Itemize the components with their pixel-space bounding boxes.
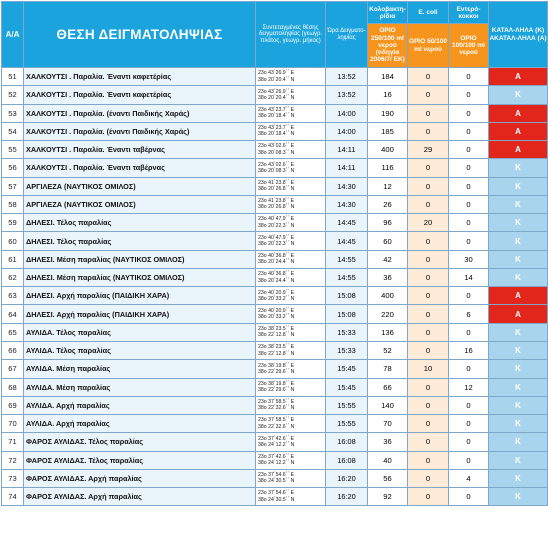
sampling-time: 15:08 xyxy=(326,305,368,323)
coliforms-value: 140 xyxy=(368,396,408,414)
coliforms-value: 190 xyxy=(368,104,408,122)
table-row xyxy=(2,323,548,341)
latitude-longitude-line: 38ο 24΄12.2΄΄ Ν xyxy=(258,441,295,448)
sampling-location: ΔΗΛΕΣΙ. Τέλος παραλίας xyxy=(24,214,256,232)
table-row xyxy=(2,177,548,195)
sampling-time: 15:55 xyxy=(326,415,368,433)
table-row xyxy=(2,214,548,232)
row-number: 65 xyxy=(2,323,24,341)
row-number: 54 xyxy=(2,122,24,140)
sampling-time: 15:55 xyxy=(326,396,368,414)
latitude-longitude-line: 23ο 37΄54.6΄΄ Ε xyxy=(258,472,295,479)
verdict-badge: Κ xyxy=(489,415,548,433)
enterococci-value: 0 xyxy=(449,451,489,469)
verdict-badge: Κ xyxy=(489,378,548,396)
latitude-longitude-line: 23ο 40΄20.9΄΄ Ε xyxy=(258,307,295,314)
latitude-longitude-line: 38ο 24΄30.5΄΄ Ν xyxy=(258,478,295,485)
sampling-location: ΑΥΛΙΔΑ. Αρχή παραλίας xyxy=(24,396,256,414)
enterococci-value: 0 xyxy=(449,488,489,506)
coordinates xyxy=(256,287,326,305)
sampling-location: ΧΑΛΚΟΥΤΣΙ . Παραλία. Έναντι ταβέρνας xyxy=(24,141,256,159)
coordinates xyxy=(256,141,326,159)
sampling-time: 15:45 xyxy=(326,360,368,378)
coordinates xyxy=(256,323,326,341)
sampling-location: ΑΡΓΙΛΕΖΑ (ΝΑΥΤΙΚΟΣ ΟΜΙΛΟΣ) xyxy=(24,195,256,213)
enterococci-value: 12 xyxy=(449,378,489,396)
verdict-badge: Α xyxy=(489,287,548,305)
enterococci-value: 4 xyxy=(449,469,489,487)
header-ecoli-limit: ΟΡΙΟ 50/100 ml νερού xyxy=(408,24,449,68)
row-number: 53 xyxy=(2,104,24,122)
sampling-location: ΑΡΓΙΛΕΖΑ (ΝΑΥΤΙΚΟΣ ΟΜΙΛΟΣ) xyxy=(24,177,256,195)
latitude-longitude-line: 38ο 22΄12.8΄΄ Ν xyxy=(258,350,295,357)
sampling-time: 16:20 xyxy=(326,488,368,506)
row-number: 63 xyxy=(2,287,24,305)
coordinates xyxy=(256,268,326,286)
coordinates xyxy=(256,214,326,232)
coliforms-value: 42 xyxy=(368,250,408,268)
row-number: 70 xyxy=(2,415,24,433)
sampling-location: ΑΥΛΙΔΑ. Τέλος παραλίας xyxy=(24,323,256,341)
latitude-longitude-line: 23ο 40΄20.9΄΄ Ε xyxy=(258,289,295,296)
enterococci-value: 30 xyxy=(449,250,489,268)
enterococci-value: 0 xyxy=(449,86,489,104)
latitude-longitude-line: 23ο 43΄23.7΄΄ Ε xyxy=(258,125,295,132)
row-number: 59 xyxy=(2,214,24,232)
row-number: 69 xyxy=(2,396,24,414)
latitude-longitude-line: 23ο 41΄23.8΄΄ Ε xyxy=(258,179,295,186)
verdict-badge: Κ xyxy=(489,195,548,213)
latitude-longitude-line: 23ο 40΄36.8΄΄ Ε xyxy=(258,252,295,259)
latitude-longitude-line: 23ο 37΄54.6΄΄ Ε xyxy=(258,490,295,497)
sampling-time: 15:33 xyxy=(326,323,368,341)
latitude-longitude-line: 23ο 43΄02.6΄΄ Ε xyxy=(258,161,295,168)
latitude-longitude-line: 38ο 20΄22.3΄΄ Ν xyxy=(258,222,295,229)
table-row xyxy=(2,415,548,433)
coliforms-value: 116 xyxy=(368,159,408,177)
latitude-longitude-line: 38ο 20΄33.2΄΄ Ν xyxy=(258,295,295,302)
sampling-location: ΧΑΛΚΟΥΤΣΙ . Παραλία. Έναντι καφετέρίας xyxy=(24,86,256,104)
sampling-time: 15:08 xyxy=(326,287,368,305)
row-number: 67 xyxy=(2,360,24,378)
table-row xyxy=(2,68,548,86)
latitude-longitude-line: 38ο 20΄22.3΄΄ Ν xyxy=(258,241,295,248)
enterococci-value: 0 xyxy=(449,68,489,86)
sampling-location: ΦΑΡΟΣ ΑΥΛΙΔΑΣ. Αρχή παραλίας xyxy=(24,469,256,487)
coordinates xyxy=(256,177,326,195)
row-number: 58 xyxy=(2,195,24,213)
table-row xyxy=(2,159,548,177)
latitude-longitude-line: 23ο 37΄42.6΄΄ Ε xyxy=(258,453,295,460)
ecoli-value: 0 xyxy=(408,341,449,359)
coliforms-value: 400 xyxy=(368,287,408,305)
latitude-longitude-line: 23ο 40΄47.9΄΄ Ε xyxy=(258,234,295,241)
header-ecoli: E. coli xyxy=(408,2,449,24)
latitude-longitude-line: 38ο 20΄24.4΄΄ Ν xyxy=(258,259,295,266)
coordinates xyxy=(256,195,326,213)
sampling-time: 16:20 xyxy=(326,469,368,487)
latitude-longitude-line: 23ο 38΄23.5΄΄ Ε xyxy=(258,344,295,351)
header-verdict: ΚΑΤΑΛ-ΛΗΛΑ (Κ) ΑΚΑΤΑΛ-ΛΗΛΑ (Α) xyxy=(489,2,548,68)
latitude-longitude-line: 23ο 43΄23.7΄΄ Ε xyxy=(258,106,295,113)
verdict-badge: Α xyxy=(489,68,548,86)
enterococci-value: 0 xyxy=(449,177,489,195)
latitude-longitude-line: 38ο 20΄26.8΄΄ Ν xyxy=(258,186,295,193)
ecoli-value: 0 xyxy=(408,195,449,213)
header-coliforms: Κολοβακτη-ρίδια xyxy=(368,2,408,24)
table-row xyxy=(2,250,548,268)
row-number: 74 xyxy=(2,488,24,506)
ecoli-value: 0 xyxy=(408,396,449,414)
coliforms-value: 78 xyxy=(368,360,408,378)
latitude-longitude-line: 38ο 20΄20.4΄΄ Ν xyxy=(258,94,295,101)
sampling-time: 15:45 xyxy=(326,378,368,396)
verdict-badge: Α xyxy=(489,305,548,323)
enterococci-value: 0 xyxy=(449,159,489,177)
sampling-time: 16:08 xyxy=(326,433,368,451)
latitude-longitude-line: 23ο 38΄19.8΄΄ Ε xyxy=(258,362,295,369)
row-number: 68 xyxy=(2,378,24,396)
latitude-longitude-line: 23ο 37΄58.5΄΄ Ε xyxy=(258,399,295,406)
table-row xyxy=(2,268,548,286)
coliforms-value: 52 xyxy=(368,341,408,359)
sampling-time: 13:52 xyxy=(326,86,368,104)
enterococci-value: 0 xyxy=(449,232,489,250)
enterococci-value: 0 xyxy=(449,214,489,232)
verdict-badge: Κ xyxy=(489,488,548,506)
verdict-badge: Κ xyxy=(489,268,548,286)
verdict-badge: Κ xyxy=(489,396,548,414)
header-aa: Α/Α xyxy=(2,2,24,68)
enterococci-value: 0 xyxy=(449,141,489,159)
sampling-time: 14:00 xyxy=(326,122,368,140)
sampling-location: ΧΑΛΚΟΥΤΣΙ . Παραλία. (έναντι Παιδικής Χαράς) xyxy=(24,104,256,122)
enterococci-value: 14 xyxy=(449,268,489,286)
ecoli-value: 0 xyxy=(408,305,449,323)
verdict-badge: Κ xyxy=(489,86,548,104)
table-row xyxy=(2,469,548,487)
coliforms-value: 185 xyxy=(368,122,408,140)
row-number: 72 xyxy=(2,451,24,469)
row-number: 55 xyxy=(2,141,24,159)
latitude-longitude-line: 38ο 20΄26.8΄΄ Ν xyxy=(258,204,295,211)
ecoli-value: 10 xyxy=(408,360,449,378)
sampling-location: ΑΥΛΙΔΑ. Μέση παραλίας xyxy=(24,360,256,378)
verdict-badge: Α xyxy=(489,141,548,159)
coliforms-value: 184 xyxy=(368,68,408,86)
sampling-location: ΔΗΛΕΣΙ. Αρχή παραλίας (ΠΑΙΔΙΚΗ ΧΑΡΑ) xyxy=(24,305,256,323)
ecoli-value: 29 xyxy=(408,141,449,159)
ecoli-value: 0 xyxy=(408,159,449,177)
coordinates xyxy=(256,159,326,177)
verdict-badge: Κ xyxy=(489,250,548,268)
header-coordinates: Συντεταγμένες θέσης δειγματοληψίας (γεωγρ. πλάτος, γεωγρ. μήκος) xyxy=(256,2,326,68)
ecoli-value: 0 xyxy=(408,104,449,122)
enterococci-value: 0 xyxy=(449,122,489,140)
coliforms-value: 36 xyxy=(368,268,408,286)
enterococci-value: 0 xyxy=(449,323,489,341)
enterococci-value: 0 xyxy=(449,104,489,122)
enterococci-value: 0 xyxy=(449,287,489,305)
ecoli-value: 0 xyxy=(408,323,449,341)
coliforms-value: 40 xyxy=(368,451,408,469)
header-title: ΘΕΣΗ ΔΕΙΓΜΑΤΟΛΗΨΙΑΣ xyxy=(24,2,256,68)
latitude-longitude-line: 23ο 40΄36.8΄΄ Ε xyxy=(258,271,295,278)
row-number: 61 xyxy=(2,250,24,268)
enterococci-value: 0 xyxy=(449,396,489,414)
coordinates xyxy=(256,104,326,122)
table-row xyxy=(2,341,548,359)
coordinates xyxy=(256,415,326,433)
table-row xyxy=(2,396,548,414)
row-number: 71 xyxy=(2,433,24,451)
table-row xyxy=(2,195,548,213)
header-time: Ώρα Δειγματο-ληψίας xyxy=(326,2,368,68)
sampling-time: 14:45 xyxy=(326,232,368,250)
ecoli-value: 0 xyxy=(408,488,449,506)
ecoli-value: 0 xyxy=(408,250,449,268)
sampling-time: 14:30 xyxy=(326,177,368,195)
ecoli-value: 0 xyxy=(408,232,449,250)
coliforms-value: 12 xyxy=(368,177,408,195)
row-number: 52 xyxy=(2,86,24,104)
sampling-results-table xyxy=(1,1,548,506)
sampling-time: 14:00 xyxy=(326,104,368,122)
sampling-time: 14:45 xyxy=(326,214,368,232)
coordinates xyxy=(256,488,326,506)
table-row xyxy=(2,305,548,323)
table-row xyxy=(2,122,548,140)
latitude-longitude-line: 23ο 38΄23.5΄΄ Ε xyxy=(258,326,295,333)
coordinates xyxy=(256,86,326,104)
latitude-longitude-line: 38ο 20΄18.4΄΄ Ν xyxy=(258,113,295,120)
sampling-time: 15:33 xyxy=(326,341,368,359)
latitude-longitude-line: 23ο 43΄26.9΄΄ Ε xyxy=(258,88,295,95)
row-number: 66 xyxy=(2,341,24,359)
latitude-longitude-line: 23ο 37΄58.5΄΄ Ε xyxy=(258,417,295,424)
verdict-badge: Κ xyxy=(489,323,548,341)
latitude-longitude-line: 38ο 22΄32.6΄΄ Ν xyxy=(258,405,295,412)
ecoli-value: 0 xyxy=(408,469,449,487)
ecoli-value: 0 xyxy=(408,268,449,286)
enterococci-value: 0 xyxy=(449,415,489,433)
verdict-badge: Κ xyxy=(489,433,548,451)
coordinates xyxy=(256,451,326,469)
row-number: 60 xyxy=(2,232,24,250)
table-header xyxy=(2,2,548,68)
row-number: 57 xyxy=(2,177,24,195)
coordinates xyxy=(256,232,326,250)
coliforms-value: 96 xyxy=(368,214,408,232)
coordinates xyxy=(256,341,326,359)
table-row xyxy=(2,433,548,451)
coliforms-value: 220 xyxy=(368,305,408,323)
sampling-location: ΔΗΛΕΣΙ. Αρχή παραλίας (ΠΑΙΔΙΚΗ ΧΑΡΑ) xyxy=(24,287,256,305)
sampling-location: ΔΗΛΕΣΙ. Τέλος παραλίας xyxy=(24,232,256,250)
coordinates xyxy=(256,122,326,140)
sampling-location: ΑΥΛΙΔΑ. Μέση παραλίας xyxy=(24,378,256,396)
enterococci-value: 6 xyxy=(449,305,489,323)
ecoli-value: 0 xyxy=(408,122,449,140)
sampling-time: 14:11 xyxy=(326,159,368,177)
sampling-time: 13:52 xyxy=(326,68,368,86)
latitude-longitude-line: 23ο 38΄19.8΄΄ Ε xyxy=(258,380,295,387)
ecoli-value: 0 xyxy=(408,86,449,104)
sampling-location: ΧΑΛΚΟΥΤΣΙ . Παραλία. (έναντι Παιδικής Χαράς) xyxy=(24,122,256,140)
table-row xyxy=(2,378,548,396)
sampling-location: ΧΑΛΚΟΥΤΣΙ . Παραλία. Έναντι καφετέρίας xyxy=(24,68,256,86)
table-body xyxy=(2,68,548,506)
table-row xyxy=(2,232,548,250)
coliforms-value: 136 xyxy=(368,323,408,341)
latitude-longitude-line: 38ο 20΄24.4΄΄ Ν xyxy=(258,277,295,284)
coordinates xyxy=(256,433,326,451)
row-number: 64 xyxy=(2,305,24,323)
row-number: 62 xyxy=(2,268,24,286)
coordinates xyxy=(256,378,326,396)
coordinates xyxy=(256,250,326,268)
ecoli-value: 0 xyxy=(408,378,449,396)
coliforms-value: 56 xyxy=(368,469,408,487)
enterococci-value: 0 xyxy=(449,195,489,213)
sampling-location: ΔΗΛΕΣΙ. Μέση παραλίας (ΝΑΥΤΙΚΟΣ ΟΜΙΛΟΣ) xyxy=(24,250,256,268)
latitude-longitude-line: 38ο 24΄12.2΄΄ Ν xyxy=(258,460,295,467)
coliforms-value: 16 xyxy=(368,86,408,104)
coliforms-value: 400 xyxy=(368,141,408,159)
ecoli-value: 0 xyxy=(408,415,449,433)
latitude-longitude-line: 38ο 20΄18.4΄΄ Ν xyxy=(258,131,295,138)
table-row xyxy=(2,488,548,506)
coliforms-value: 36 xyxy=(368,433,408,451)
latitude-longitude-line: 38ο 22΄29.6΄΄ Ν xyxy=(258,368,295,375)
table-row xyxy=(2,360,548,378)
latitude-longitude-line: 38ο 22΄32.6΄΄ Ν xyxy=(258,423,295,430)
verdict-badge: Κ xyxy=(489,469,548,487)
latitude-longitude-line: 23ο 43΄26.9΄΄ Ε xyxy=(258,70,295,77)
sampling-location: ΑΥΛΙΔΑ. Αρχή παραλίας xyxy=(24,415,256,433)
table-row xyxy=(2,451,548,469)
coordinates xyxy=(256,469,326,487)
coliforms-value: 26 xyxy=(368,195,408,213)
sampling-time: 14:55 xyxy=(326,250,368,268)
coliforms-value: 92 xyxy=(368,488,408,506)
coliforms-value: 70 xyxy=(368,415,408,433)
table-row xyxy=(2,141,548,159)
verdict-badge: Α xyxy=(489,104,548,122)
verdict-badge: Κ xyxy=(489,214,548,232)
verdict-badge: Α xyxy=(489,122,548,140)
row-number: 73 xyxy=(2,469,24,487)
coliforms-value: 66 xyxy=(368,378,408,396)
ecoli-value: 0 xyxy=(408,433,449,451)
sampling-time: 14:55 xyxy=(326,268,368,286)
enterococci-value: 0 xyxy=(449,433,489,451)
row-number: 51 xyxy=(2,68,24,86)
latitude-longitude-line: 23ο 43΄02.6΄΄ Ε xyxy=(258,143,295,150)
sampling-location: ΦΑΡΟΣ ΑΥΛΙΔΑΣ. Αρχή παραλίας xyxy=(24,488,256,506)
latitude-longitude-line: 38ο 22΄29.6΄΄ Ν xyxy=(258,387,295,394)
enterococci-value: 16 xyxy=(449,341,489,359)
table-row xyxy=(2,86,548,104)
header-enterococci-limit: ΟΡΙΟ 100/100 ml νερού xyxy=(449,24,489,68)
coordinates xyxy=(256,305,326,323)
table-row xyxy=(2,287,548,305)
ecoli-value: 0 xyxy=(408,68,449,86)
sampling-time: 14:11 xyxy=(326,141,368,159)
sampling-location: ΦΑΡΟΣ ΑΥΛΙΔΑΣ. Τέλος παραλίας xyxy=(24,433,256,451)
row-number: 56 xyxy=(2,159,24,177)
sampling-location: ΦΑΡΟΣ ΑΥΛΙΔΑΣ. Τέλος παραλίας xyxy=(24,451,256,469)
ecoli-value: 20 xyxy=(408,214,449,232)
latitude-longitude-line: 38ο 20΄20.4΄΄ Ν xyxy=(258,76,295,83)
verdict-badge: Κ xyxy=(489,159,548,177)
coordinates xyxy=(256,360,326,378)
latitude-longitude-line: 38ο 20΄33.2΄΄ Ν xyxy=(258,314,295,321)
enterococci-value: 0 xyxy=(449,360,489,378)
sampling-location: ΑΥΛΙΔΑ. Τέλος παραλίας xyxy=(24,341,256,359)
sampling-location: ΧΑΛΚΟΥΤΣΙ . Παραλία. Έναντι ταβέρνας xyxy=(24,159,256,177)
verdict-badge: Κ xyxy=(489,177,548,195)
ecoli-value: 0 xyxy=(408,287,449,305)
verdict-badge: Κ xyxy=(489,341,548,359)
latitude-longitude-line: 38ο 22΄12.8΄΄ Ν xyxy=(258,332,295,339)
ecoli-value: 0 xyxy=(408,177,449,195)
header-enterococci: Εντερό-κοκκοι xyxy=(449,2,489,24)
latitude-longitude-line: 38ο 20΄08.3΄΄ Ν xyxy=(258,167,295,174)
verdict-badge: Κ xyxy=(489,360,548,378)
verdict-badge: Κ xyxy=(489,451,548,469)
sampling-time: 14:30 xyxy=(326,195,368,213)
latitude-longitude-line: 38ο 24΄30.5΄΄ Ν xyxy=(258,496,295,503)
header-coliforms-limit: ΟΡΙΟ 250/100 ml νερού (οδηγία 2006/7/ ΕΚ) xyxy=(368,24,408,68)
ecoli-value: 0 xyxy=(408,451,449,469)
latitude-longitude-line: 23ο 37΄42.6΄΄ Ε xyxy=(258,435,295,442)
coordinates xyxy=(256,68,326,86)
coordinates xyxy=(256,396,326,414)
table-row xyxy=(2,104,548,122)
latitude-longitude-line: 38ο 20΄08.3΄΄ Ν xyxy=(258,149,295,156)
coliforms-value: 60 xyxy=(368,232,408,250)
latitude-longitude-line: 23ο 40΄47.9΄΄ Ε xyxy=(258,216,295,223)
verdict-badge: Κ xyxy=(489,232,548,250)
latitude-longitude-line: 23ο 41΄23.8΄΄ Ε xyxy=(258,198,295,205)
sampling-time: 16:08 xyxy=(326,451,368,469)
sampling-location: ΔΗΛΕΣΙ. Μέση παραλίας (ΝΑΥΤΙΚΟΣ ΟΜΙΛΟΣ) xyxy=(24,268,256,286)
